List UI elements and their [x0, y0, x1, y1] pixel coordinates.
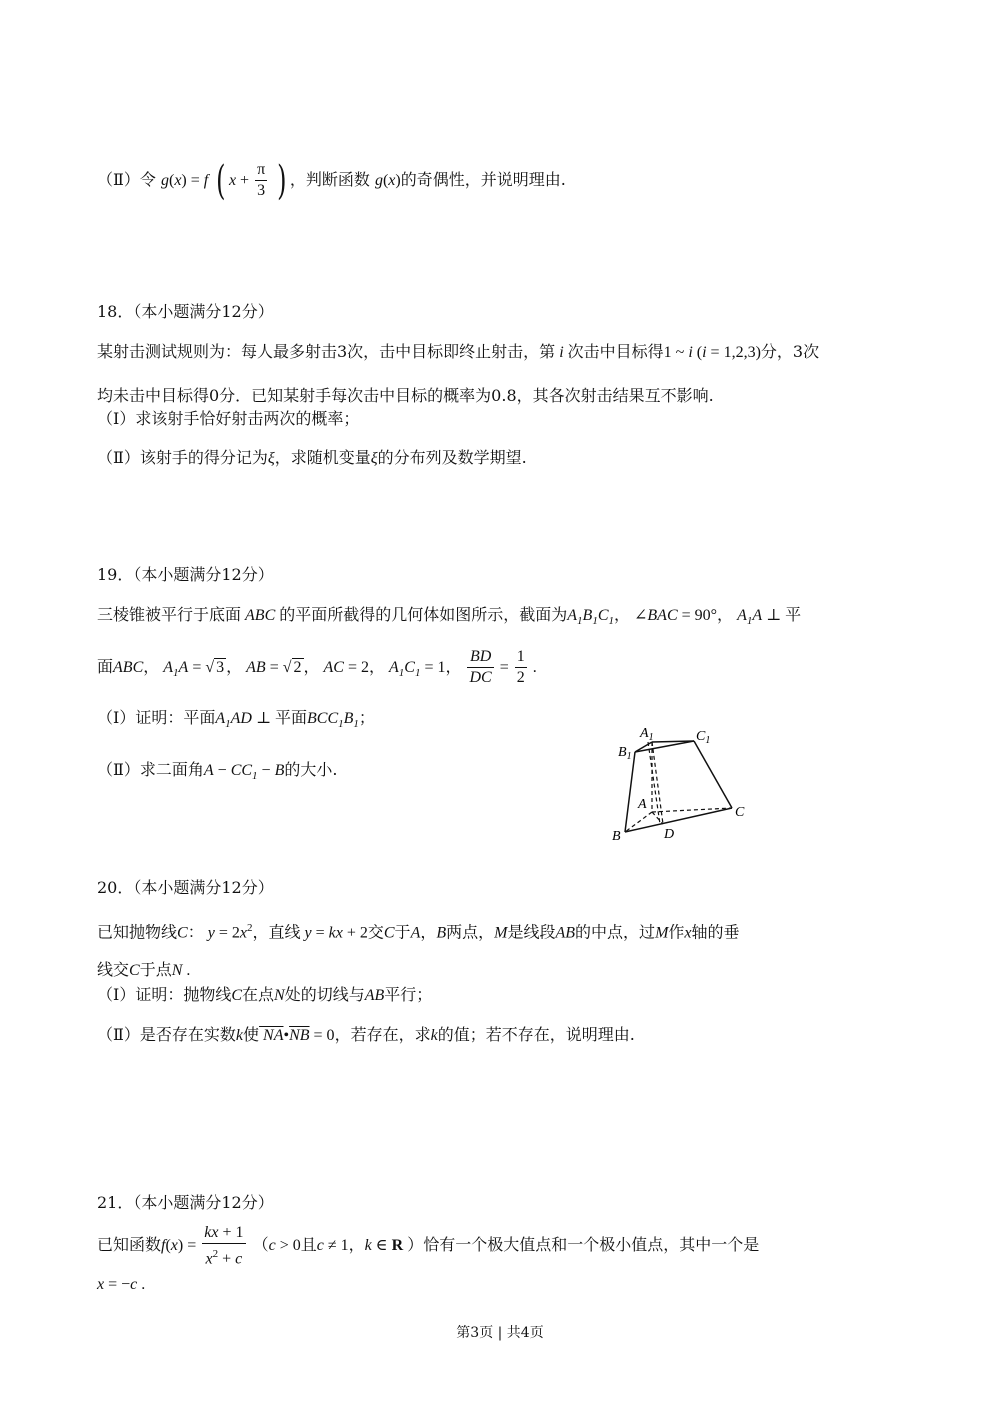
- kx1-over-x2c: $\frac{kx + 1}{x^2 + c}$: [204, 1224, 244, 1268]
- q19-line1: 三棱锥被平行于底面 ABC 的平面所截得的几何体如图所示，截面为$A_1B_1C_1$， ∠BAC = 90°， $A_1A$ ⊥ 平: [97, 605, 802, 628]
- edge-c1c: [694, 741, 732, 808]
- q21-header: 21．（本小题满分12分）: [97, 1193, 274, 1212]
- frustum-figure: [600, 720, 760, 850]
- label-c1: $C_1$: [696, 729, 711, 746]
- q18-header: 18．（本小题满分12分）: [97, 302, 274, 321]
- pi-over-3: $\frac{\pi}{3}$: [257, 161, 266, 199]
- label-d: D: [664, 827, 675, 842]
- q21-line1: 已知函数f(x) = $\frac{kx + 1}{x^2 + c}$ （c > 0且c ≠ 1，k ∈ R ）恰有一个极大值点和一个极小值点，其中一个是: [97, 1224, 760, 1268]
- q19-header: 19．（本小题满分12分）: [97, 565, 274, 584]
- q18-part1: （Ⅰ）求该射手恰好射击两次的概率；: [97, 409, 360, 428]
- bd-over-dc: $\frac{BD}{DC}$: [469, 648, 492, 686]
- q21-line2: x = −c .: [97, 1276, 146, 1293]
- q20-part2: （Ⅱ）是否存在实数k使 $NA•\overline{NB} = 0$，若存在，求k的值；若不存在，说明理由.: [97, 1025, 635, 1044]
- q20-header: 20．（本小题满分12分）: [97, 878, 274, 897]
- label-a: A: [638, 797, 647, 812]
- q20-line1: 已知抛物线C： $y = 2x^2$，直线 y = kx + 2交C于A，B两点，M是线段AB的中点，过M作x轴的垂: [97, 922, 740, 942]
- label-b: B: [612, 829, 621, 844]
- label-c: C: [735, 805, 745, 820]
- page-footer: 第3页 | 共4页: [456, 1325, 544, 1341]
- q18-line2: 均未击中目标得0分．已知某射手每次击中目标的概率为0.8，其各次射击结果互不影响.: [97, 386, 714, 405]
- edge-b1b: [625, 752, 635, 832]
- q18-line1: 某射击测试规则为：每人最多射击3次，击中目标即终止射击，第 i 次击中目标得1 ~ i (i = 1,2,3)分，3次: [97, 342, 820, 361]
- one-half: $\frac{1}{2}$: [516, 648, 525, 686]
- q19-line2: 面ABC， $A_1A$ = √ 3 ， AB = √ 2 ， AC = 2， $A_1C_1 = 1$， $\frac{BD}{DC}$ = $\frac{1}{2}$ .: [97, 648, 537, 686]
- q20-line2: 线交C于点N .: [97, 960, 191, 979]
- q20-part1: （Ⅰ）证明：抛物线C在点N处的切线与AB平行；: [97, 985, 433, 1004]
- q18-part2: （Ⅱ）该射手的得分记为ξ，求随机变量ξ的分布列及数学期望.: [97, 448, 527, 467]
- label-a1: $A_1$: [640, 726, 654, 743]
- q19-part1: （Ⅰ）证明：平面$A_1AD$ ⊥ 平面$BCC_1B_1$；: [97, 708, 375, 731]
- q17-part2: （Ⅱ）令 g(x) = f ( x + $\frac{\pi}{3}$ ) ，判断函数 g(x)的奇偶性，并说明理由.: [97, 157, 566, 204]
- label-b1: $B_1$: [618, 745, 632, 762]
- q19-part2: （Ⅱ）求二面角$A - CC_1 - B$的大小.: [97, 760, 338, 783]
